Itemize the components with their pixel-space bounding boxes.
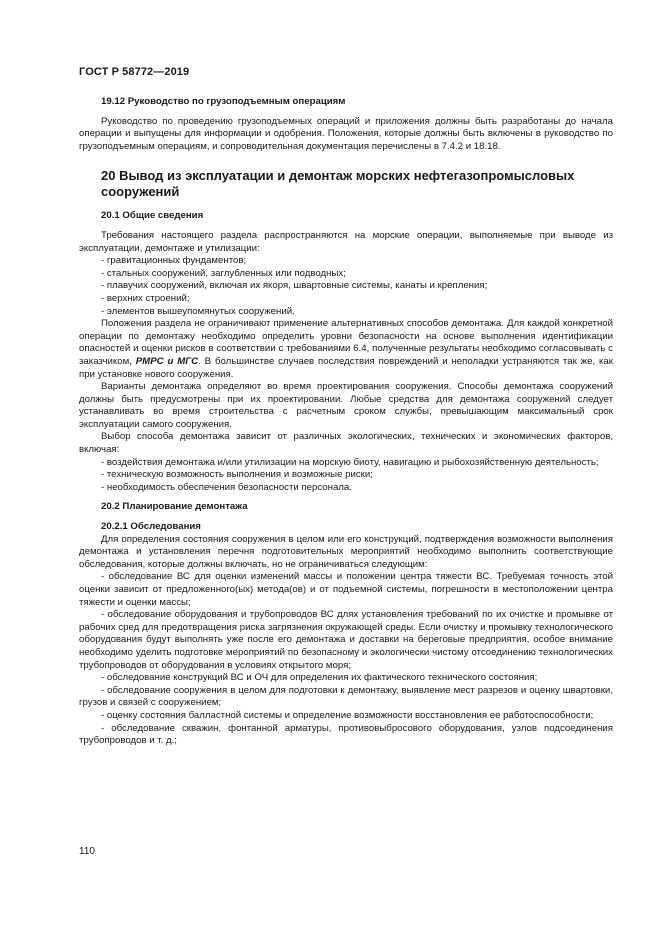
section-heading-20-1: 20.1 Общие сведения bbox=[101, 210, 204, 222]
list-item: - плавучих сооружений, включая их якоря, швартовные системы, канаты и крепления; bbox=[101, 280, 488, 292]
paragraph bbox=[79, 318, 613, 381]
list-item: - обследование ВС для оценки изменений массы и положении центра тяжести ВС. Требуемая точность этой оценки зависит от предложенного(ых) метода(ов) и от подъемной системы, погрешности в местоположении центра тяжести и оценки массы; bbox=[79, 571, 613, 608]
paragraph: Требования настоящего раздела распространяются на морские операции, выполняемые при выводе из эксплуатации, демонтаже и утилизации: bbox=[79, 229, 613, 254]
paragraph-text: . В большинстве случаев последствия повреждений и неполадки устраняются так же, как при установке нового сооружения. bbox=[79, 355, 613, 380]
paragraph: Руководство по проведению грузоподъемных операций и приложения должны быть разработаны до начала операции и выпущены для информации и одобрения. Положения, которые должны быть включены в руководство по грузоподъемным операциям, и сопроводительная документация перечислены в 7.4.2 и 18.18. bbox=[79, 115, 613, 152]
section-heading-19-12: 19.12 Руководство по грузоподъемным операциям bbox=[101, 96, 346, 107]
list-item: - оценку состояния балластной системы и определение возможности восстановления ее работоспособности; bbox=[101, 709, 594, 721]
document-body bbox=[79, 96, 613, 748]
section-heading-20-2-1: 20.2.1 Обследования bbox=[101, 521, 201, 533]
list-item: - воздействия демонтажа и/или утилизации на морскую биоту, навигацию и рыбохозяйственную деятельность; bbox=[101, 456, 599, 468]
list-item: - верхних строений; bbox=[101, 292, 190, 304]
paragraph: Варианты демонтажа определяют во время проектирования сооружения. Способы демонтажа сооружений должны быть предусмотрены при их проектировании. Любые средства для демонтажа сооружений следует устанавливать во время строительства с расчетным сроком службы, превышающим максимальный срок эксплуатации самого сооружения. bbox=[79, 381, 613, 430]
list-item: - гравитационных фундаментов; bbox=[101, 255, 247, 267]
paragraph: Выбор способа демонтажа зависит от различных экологических, технических и экономических факторов, включая: bbox=[79, 431, 613, 456]
section-heading-20-2: 20.2 Планирование демонтажа bbox=[101, 501, 248, 513]
list-item: - обследование сооружения в целом для подготовки к демонтажу, выявление мест разрезов и оценку швартовки, грузов и связей с сооружением; bbox=[79, 684, 613, 709]
paragraph-text: Положения раздела не ограничивают применение альтернативных способов демонтажа. Для каждой конкретной операции по демонтажу необходимо определить уровни безопасности на основе выполнения идентификации опасностей и оценки рисков в соответствии с требованиями 6.4, полученные результаты необходимо согласовывать с заказчиком, bbox=[79, 318, 613, 367]
paragraph: Для определения состояния сооружения в целом или его конструкций, подтверждения возможности выполнения демонтажа и установления перечня подготовительных мероприятий необходимо выполнить соответствующие обследования, которые должны включать, но не ограничиваться следующим: bbox=[79, 533, 613, 570]
list-item: - необходимость обеспечения безопасности персонала. bbox=[101, 481, 352, 493]
section-heading-20: 20 Вывод из эксплуатации и демонтаж морских нефтегазопромысловых сооружений bbox=[101, 168, 575, 199]
list-item: - стальных сооружений, заглубленных или подводных; bbox=[101, 267, 346, 279]
list-item: - элементов вышеупомянутых сооружений. bbox=[101, 305, 295, 317]
list-item: - техническую возможность выполнения и возможные риски; bbox=[101, 469, 373, 481]
list-item: - обследование оборудования и трубопроводов ВС длях установления требований по их очистке и промывке от рабочих сред для предотвращения риска загрязнения окружающей среды. Если очистку и промывку технологического оборудования будут выполнять уже после его демонтажа и доставки на береговые предприятия, особое внимание необходимо уделить подготовке мероприятий по безопасному и экологически чистому отсоединению технологических трубопроводов от оборудования в условиях открытого моря; bbox=[79, 609, 613, 671]
list-item: - обследование скважин, фонтанной арматуры, противовыбросового оборудования, узлов подсоединения трубопроводов и т. д.; bbox=[79, 722, 613, 747]
document-header: ГОСТ Р 58772—2019 bbox=[79, 66, 190, 78]
emphasis-text: РМРС и МГС bbox=[135, 355, 199, 367]
list-item: - обследование конструкций ВС и ОЧ для определения их фактического технического состояния; bbox=[101, 672, 538, 684]
page-number: 110 bbox=[79, 846, 95, 857]
